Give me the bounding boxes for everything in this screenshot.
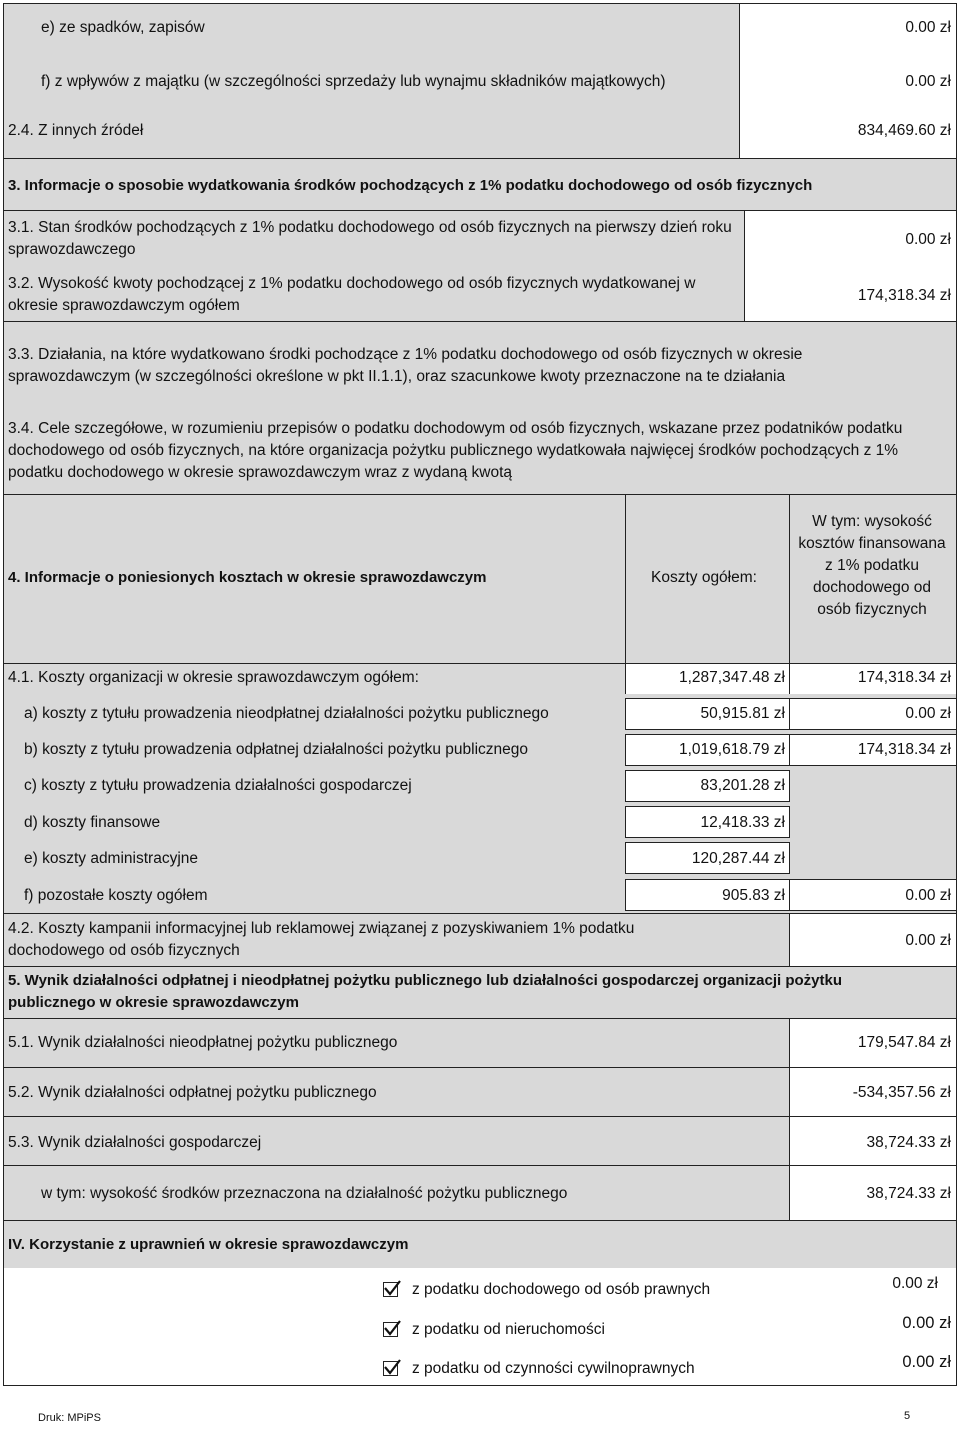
cost-row-pct: 0.00 zł [905, 705, 951, 722]
income-row-label: e) ze spadków, zapisów [41, 19, 205, 36]
checkbox-property-tax[interactable] [383, 1322, 398, 1337]
cost-row-total: 50,915.81 zł [700, 705, 785, 722]
section4-title: 4. Informacje o poniesionych kosztach w okresie sprawozdawczym [8, 569, 487, 586]
cost-row-total: 120,287.44 zł [691, 850, 785, 867]
cost-row-label: c) koszty z tytułu prowadzenia działalności gospodarczej [24, 777, 412, 794]
footer-page-number: 5 [904, 1410, 911, 1422]
section3-item-3-1-label: 3.1. Stan środków pochodzących z 1% podatku dochodowego od osób fizycznych na pierwszy dzień roku sprawozdawczego [8, 219, 732, 258]
exemption-label: z podatku od nieruchomości [412, 1321, 606, 1338]
cost-row-total: 83,201.28 zł [700, 777, 785, 794]
income-row-value: 0.00 zł [905, 73, 951, 90]
exemption-value: 0.00 zł [892, 1275, 938, 1292]
section5-row-value: 38,724.33 zł [866, 1185, 951, 1202]
check-icon [383, 1319, 401, 1337]
cost-total-value: 1,287,347.48 zł [678, 669, 785, 686]
cost-row-total: 1,019,618.79 zł [678, 741, 785, 758]
exemption-value: 0.00 zł [902, 1314, 951, 1332]
cost-row-label: d) koszty finansowe [24, 814, 161, 831]
section5-row-value: 38,724.33 zł [866, 1134, 951, 1151]
section5-row-label: 5.2. Wynik działalności odpłatnej pożytku publicznego [8, 1084, 377, 1101]
section5-row-label: 5.3. Wynik działalności gospodarczej [8, 1134, 262, 1151]
income-row-label: f) z wpływów z majątku (w szczególności sprzedaży lub wynajmu składników majątkowych) [41, 73, 666, 90]
cost-row-pct: 0.00 zł [905, 887, 951, 904]
income-row-label: 2.4. Z innych źródeł [8, 122, 144, 139]
exemption-label: z podatku dochodowego od osób prawnych [412, 1281, 711, 1298]
section5-row-value: -534,357.56 zł [852, 1084, 951, 1101]
section4-col-1pct: W tym: wysokość kosztów finansowana z 1% podatku dochodowego od osób fizycznych [798, 513, 946, 618]
section5-row-label: 5.1. Wynik działalności nieodpłatnej pożytku publicznego [8, 1034, 398, 1051]
section4-col-total: Koszty ogółem: [651, 569, 757, 586]
section3-divider [3, 321, 957, 322]
cost-row-label: e) koszty administracyjne [24, 850, 199, 867]
cost-4-2-value: 0.00 zł [905, 932, 951, 949]
cost-row-label: b) koszty z tytułu prowadzenia odpłatnej działalności pożytku publicznego [24, 741, 529, 758]
section3-item-3-3: 3.3. Działania, na które wydatkowano środki pochodzące z 1% podatku dochodowego od osób fizycznych w okresie sprawozdawczym (w szczególności określone w pkt II.1.1), oraz szacunkowe kwoty przeznaczone na te działania [8, 346, 803, 385]
income-row-value: 834,469.60 zł [857, 122, 951, 139]
section-iv-title: IV. Korzystanie z uprawnień w okresie sprawozdawczym [8, 1236, 409, 1253]
check-icon [383, 1358, 401, 1376]
footer-print-label: Druk: MPiPS [38, 1412, 101, 1424]
cost-total-label: 4.1. Koszty organizacji w okresie sprawozdawczym ogółem: [8, 669, 419, 686]
cost-row-pct: 174,318.34 zł [857, 741, 951, 758]
section3-item-3-1-value: 0.00 zł [905, 231, 951, 248]
cost-total-pct: 174,318.34 zł [857, 669, 951, 686]
income-row-value: 0.00 zł [905, 19, 951, 36]
cost-4-2-label: 4.2. Koszty kampanii informacyjnej lub reklamowej związanej z pozyskiwaniem 1% podatku dochodowego od osób fizycznych [8, 920, 635, 959]
section3-item-3-2-value: 174,318.34 zł [857, 287, 951, 304]
section3-item-3-2-label: 3.2. Wysokość kwoty pochodzącej z 1% podatku dochodowego od osób fizycznych wydatkowanej w okresie sprawozdawczym ogółem [8, 275, 696, 314]
section5-title: 5. Wynik działalności odpłatnej i nieodpłatnej pożytku publicznego lub działalności gospodarczej organizacji pożytku publicznego w okresie sprawozdawczym [8, 972, 843, 1011]
section5-row-label: w tym: wysokość środków przeznaczona na działalność pożytku publicznego [41, 1185, 568, 1202]
check-icon [383, 1279, 401, 1297]
cost-row-total: 905.83 zł [722, 887, 785, 904]
checkbox-income-tax[interactable] [383, 1282, 398, 1297]
exemption-value: 0.00 zł [902, 1353, 951, 1371]
section3-item-3-4: 3.4. Cele szczegółowe, w rozumieniu przepisów o podatku dochodowym od osób fizycznych, wskazane przez podatników podatku dochodowego od osób fizycznych, na które organizacja pożytku publicznego wydatkowała najwięcej środków pochodzących z 1% podatku dochodowego w okresie sprawozdawczym wraz z wydaną kwotą [8, 420, 903, 481]
cost-row-label: f) pozostałe koszty ogółem [24, 887, 208, 904]
checkbox-civil-law-tax[interactable] [383, 1361, 398, 1376]
section3-title: 3. Informacje o sposobie wydatkowania środków pochodzących z 1% podatku dochodowego od osób fizycznych [8, 177, 813, 194]
exemption-label: z podatku od czynności cywilnoprawnych [412, 1360, 695, 1377]
section5-row-value: 179,547.84 zł [857, 1034, 951, 1051]
cost-row-label: a) koszty z tytułu prowadzenia nieodpłatnej działalności pożytku publicznego [24, 705, 549, 722]
cost-row-total: 12,418.33 zł [700, 814, 785, 831]
